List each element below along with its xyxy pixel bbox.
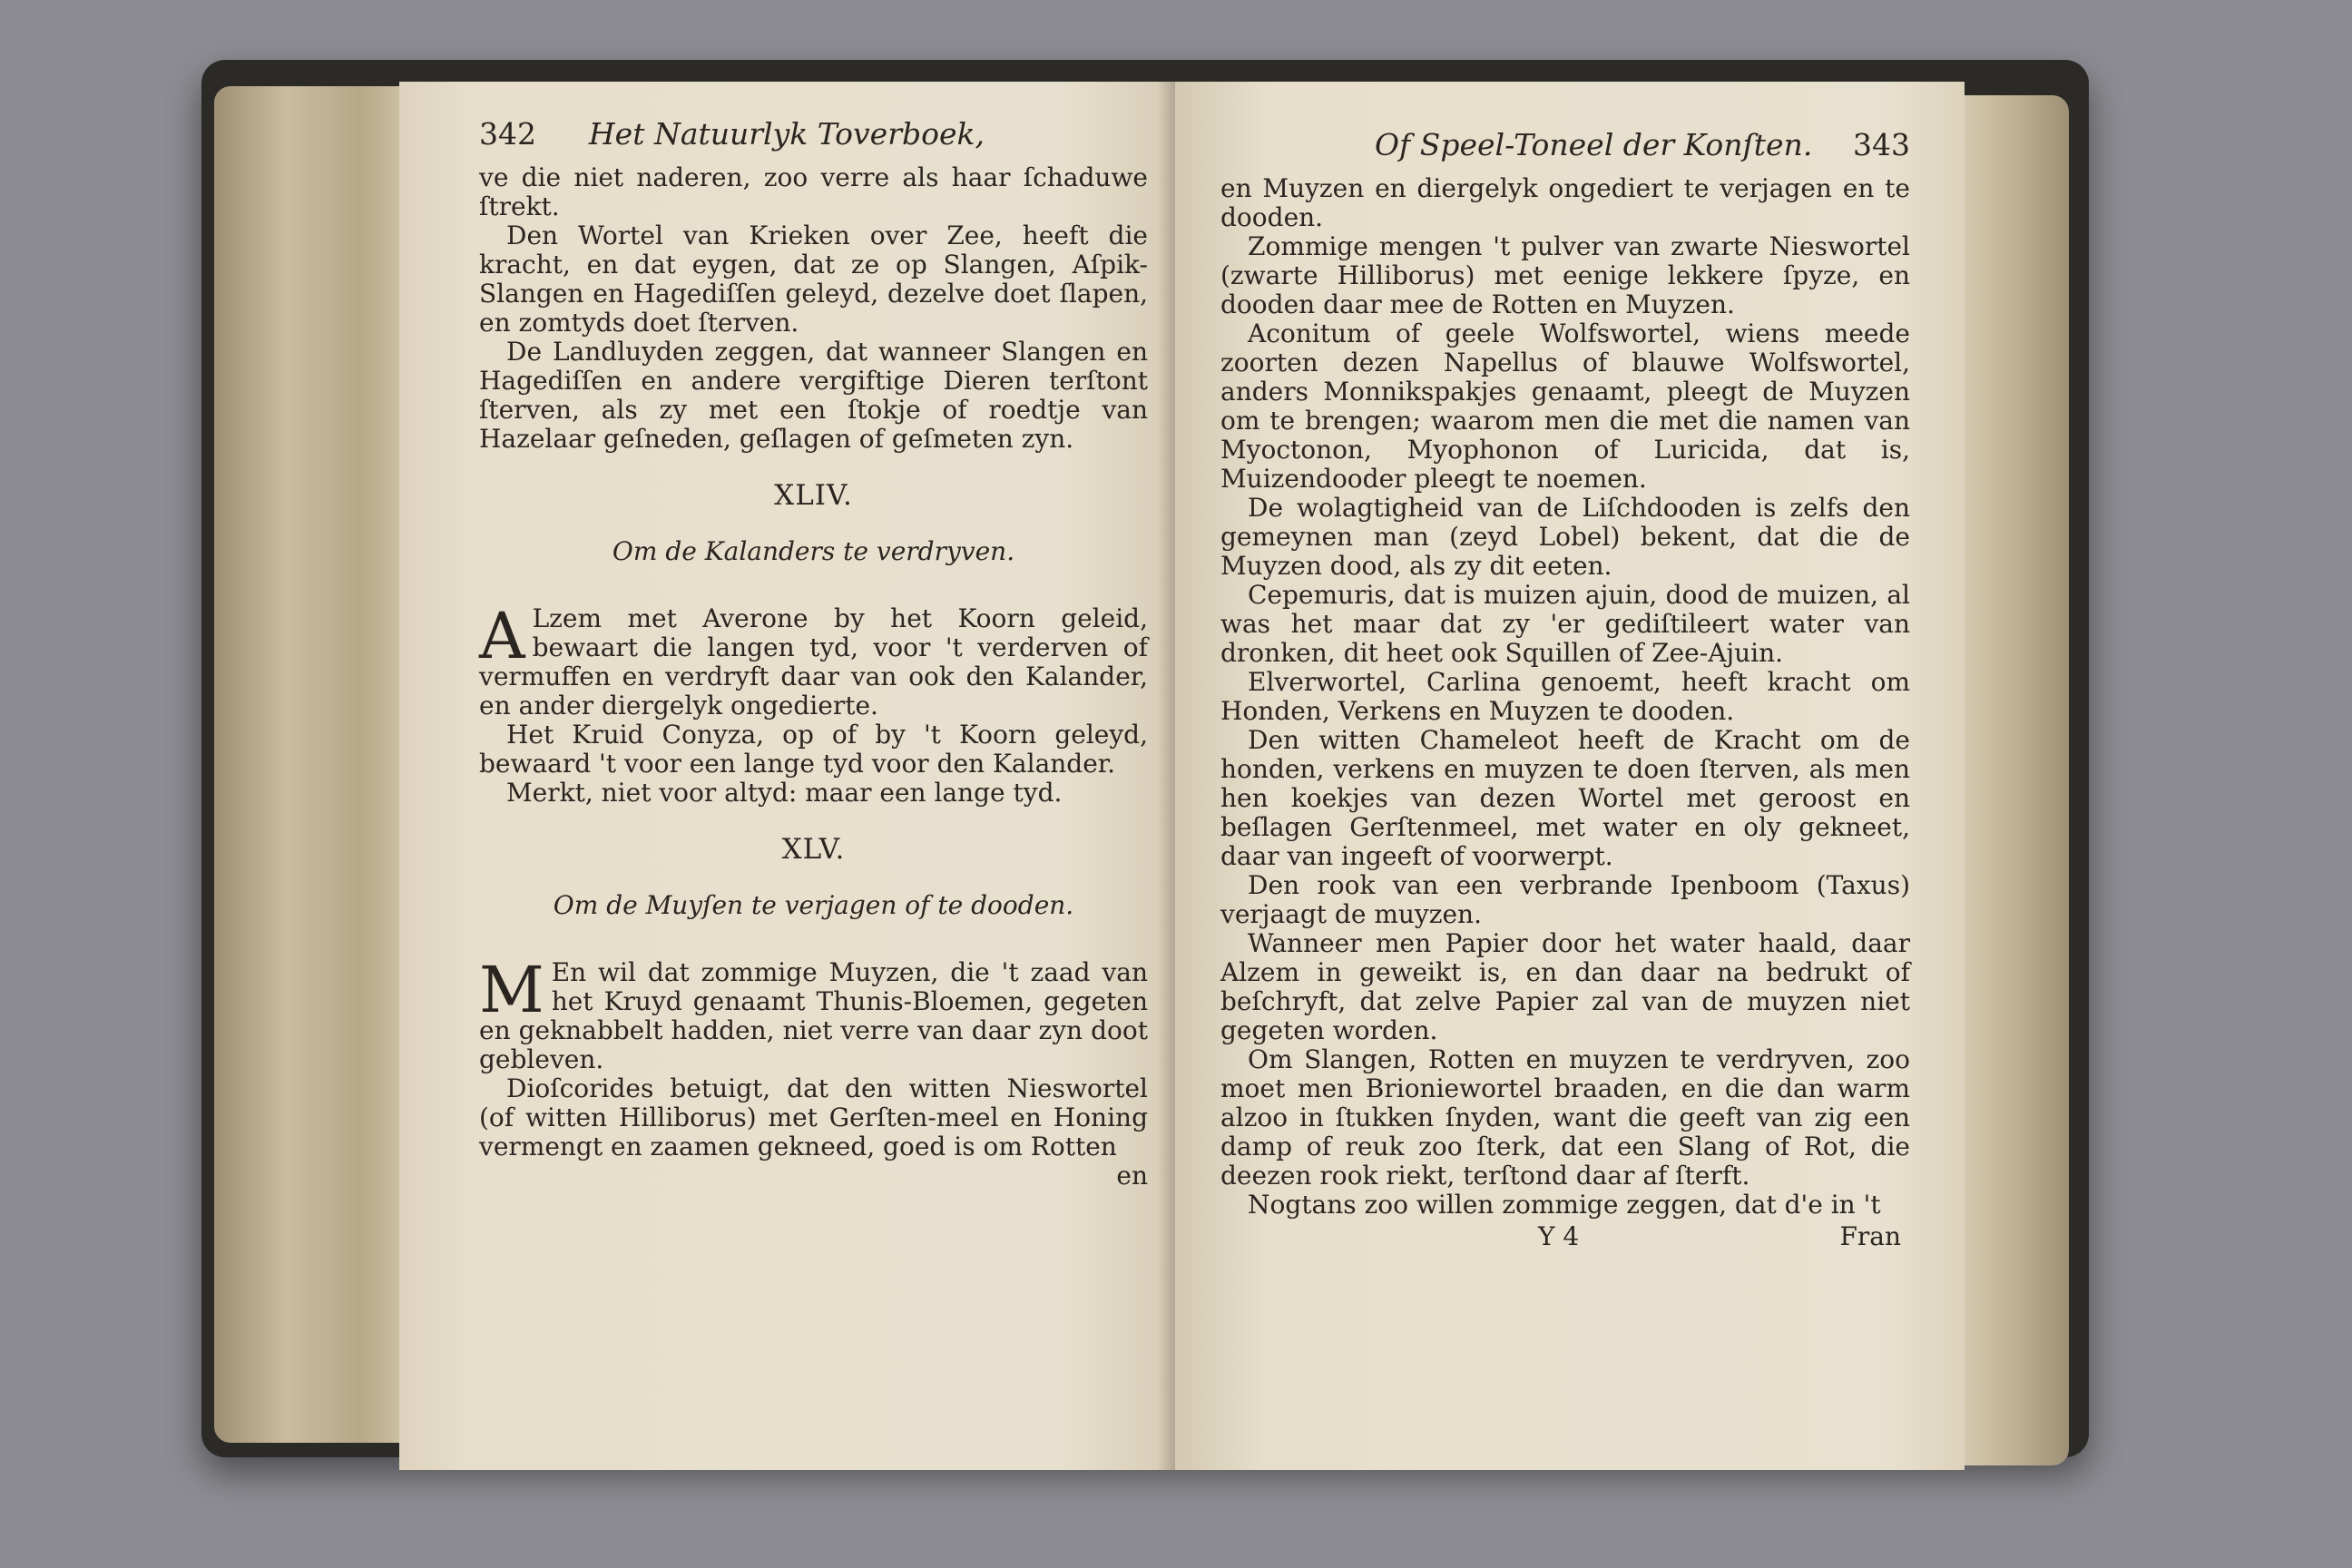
catchword: Fran — [1839, 1221, 1901, 1251]
paragraph: Aconitum of geele Wolfswortel, wiens meede zoorten dezen Napellus of blauwe Wolfswortel, anders Monnikspakjes genaamt, pleegt de Muyzen om te brengen; waarom men die met die namen van Myoctonon, Myophonon of Luricida, dat is, Muizendooder pleegt te noemen. — [1220, 318, 1910, 494]
paragraph: Cepemuris, dat is muizen ajuin, dood de muizen, al was het maar dat zy 'er gediſtileert water van dronken, dit heet ook Squillen of Zee-Ajuin. — [1220, 580, 1910, 668]
paragraph: en Muyzen en diergelyk ongediert te verjagen en te dooden. — [1220, 173, 1910, 232]
left-page-header — [479, 116, 1148, 158]
catchword: en — [1116, 1161, 1148, 1191]
right-page-footer — [1220, 1221, 1910, 1251]
page-number: 343 — [1853, 127, 1910, 162]
paragraph: Den witten Chameleot heeft de Kracht om de honden, verkens en muyzen te doen ſterven, als men hen koekjes van dezen Wortel met geroost en beſlagen Gerſtenmeel, met water en oly gekneet, daar van ingeeft of voorwerpt. — [1220, 725, 1910, 871]
page-edges-right — [1960, 95, 2069, 1465]
paragraph: De wolagtigheid van de Liſchdooden is zelfs den gemeynen man (zeyd Lobel) bekent, dat die de Muyzen dood, als zy dit eeten. — [1220, 493, 1910, 581]
paragraph: Nogtans zoo willen zommige zeggen, dat d'e in 't — [1248, 1190, 1881, 1220]
paragraph: Zommige mengen 't pulver van zwarte Nieswortel (zwarte Hilliborus) met eenige lekkere ſpyze, en dooden daar mee de Rotten en Muyzen. — [1220, 231, 1910, 319]
paragraph: Den Wortel van Krieken over Zee, heeft die kracht, en dat eygen, dat ze op Slangen, Aſpik-Slangen en Hagediſſen geleyd, dezelve doet ſlapen, en zomtyds doet ſterven. — [479, 220, 1148, 338]
right-page-header — [1220, 127, 1910, 169]
paragraph: Wanneer men Papier door het water haald, daar Alzem in geweikt is, en dan daar na bedrukt of beſchryft, dat zelve Papier zal van de muyzen niet gegeten worden. — [1220, 928, 1910, 1045]
right-page-text — [1220, 174, 1910, 1220]
drop-cap: M — [479, 953, 544, 1027]
section-number: XLV. — [781, 833, 846, 866]
paragraph: Het Kruid Conyza, op of by 't Koorn geleyd, bewaard 't voor een lange tyd voor den Kalander. — [479, 720, 1148, 779]
drop-cap: A — [479, 599, 525, 673]
paragraph: ve die niet naderen, zoo verre als haar ſchaduwe ſtrekt. — [479, 162, 1148, 221]
running-head: Het Natuurlyk Toverboek, — [588, 116, 985, 152]
section-title: Om de Kalanders te verdryven. — [612, 536, 1015, 566]
section-number: XLIV. — [774, 479, 853, 512]
section-first-paragraph — [479, 599, 1148, 720]
paragraph: Merkt, niet voor altyd: maar een lange tyd. — [506, 778, 1063, 808]
paragraph: Den rook van een verbrande Ipenboom (Taxus) verjaagt de muyzen. — [1220, 870, 1910, 929]
paragraph: De Landluyden zeggen, dat wanneer Slangen en Hagediſſen en andere vergiftige Dieren terſtont ſterven, als zy met een ſtokje of roedtje van Hazelaar geſneden, geſlagen of geſmeten zyn. — [479, 337, 1148, 454]
section-first-paragraph — [479, 953, 1148, 1074]
signature-mark: Y 4 — [1538, 1221, 1580, 1251]
page-number: 342 — [479, 116, 536, 152]
left-page-text — [479, 163, 1148, 1191]
paragraph: Elverwortel, Carlina genoemt, heeft kracht om Honden, Verkens en Muyzen te dooden. — [1220, 667, 1910, 726]
paragraph-text: Lzem met Averone by het Koorn geleid, bewaart die langen tyd, voor 't verderven of vermuffen en verdryft daar van ook den Kalander, en ander diergelyk ongedierte. — [479, 603, 1148, 720]
paragraph-text: En wil dat zommige Muyzen, die 't zaad van het Kruyd genaamt Thunis-Bloemen, gegeten en geknabbelt hadden, niet verre van daar zyn doot gebleven. — [479, 957, 1148, 1074]
paragraph: Om Slangen, Rotten en muyzen te verdryven, zoo moet men Brioniewortel braaden, en die dan warm alzoo in ſtukken ſnyden, want die geeft van zig een damp of reuk zoo ſterk, dat een Slang of Rot, die deezen rook riekt, terſtond daar af ſterft. — [1220, 1044, 1910, 1191]
page-edges-left — [214, 86, 423, 1443]
right-page — [1175, 82, 1965, 1470]
left-page — [399, 82, 1175, 1470]
running-head: Of Speel-Toneel der Konſten. — [1375, 127, 1813, 162]
section-title: Om de Muyſen te verjagen of te dooden. — [553, 890, 1074, 920]
paragraph: Dioſcorides betuigt, dat den witten Nieswortel (of witten Hilliborus) met Gerſten-meel en Honing vermengt en zaamen gekneed, goed is om Rotten — [479, 1073, 1148, 1161]
